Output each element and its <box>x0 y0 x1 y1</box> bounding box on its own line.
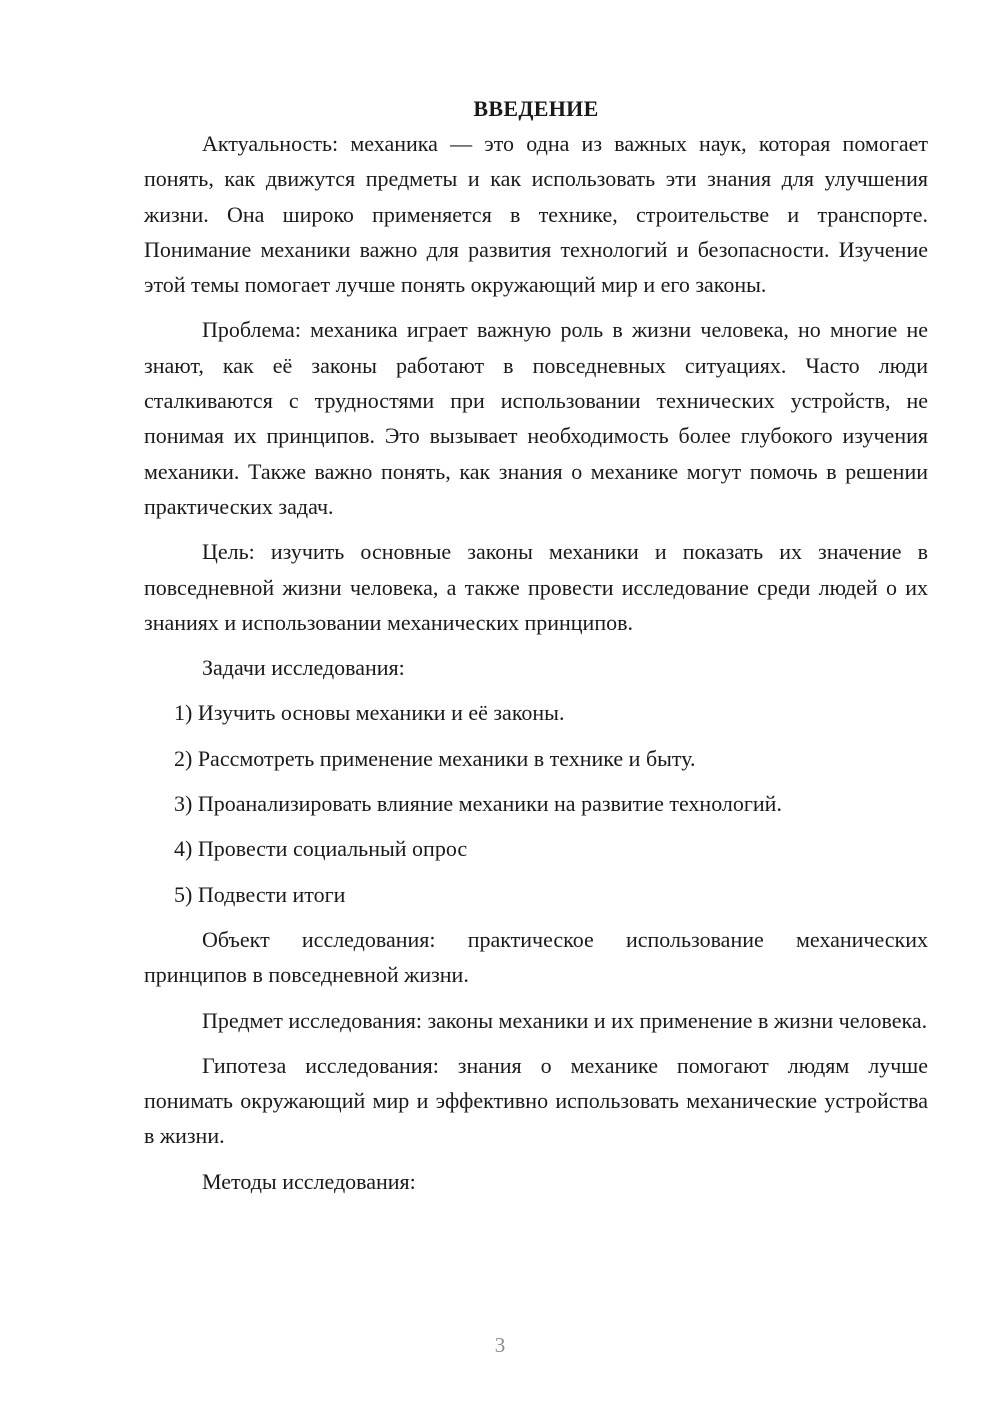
page-title: ВВЕДЕНИЕ <box>473 96 599 121</box>
document-page <box>144 92 928 1209</box>
goal-paragraph: Цель: изучить основные законы механики и показать их значение в повседневной жизни человека, а также провести исследование среди людей о их знаниях и использовании механических принципов. <box>144 539 928 635</box>
page-number: 3 <box>494 1333 506 1357</box>
hypothesis-paragraph: Гипотеза исследования: знания о механике помогают людям лучше понимать окружающий мир и эффективно использовать механические устройства в жизни. <box>144 1052 928 1149</box>
problem-paragraph: Проблема: механика играет важную роль в жизни человека, но многие не знают, как её законы работают в повседневных ситуациях. Часто люди сталкиваются с трудностями при использовании технических устройств, не понимая их принципов. Это вызывает необходимость более глубокого изучения механики. Также важно понять, как знания о механике могут помочь в решении практических задач. <box>144 317 928 519</box>
list-item: 5) Подвести итоги <box>174 881 346 907</box>
relevance-paragraph: Актуальность: механика — это одна из важных наук, которая помогает понять, как движутся предметы и как использовать эти знания для улучшения жизни. Она широко применяется в технике, строительстве и транспорте. Понимание механики важно для развития технологий и безопасности. Изучение этой темы помогает лучше понять окружающий мир и его законы. <box>144 131 928 298</box>
tasks-list <box>144 695 928 911</box>
methods-heading: Методы исследования: <box>202 1168 416 1194</box>
list-item: 2) Рассмотреть применение механики в технике и быту. <box>174 745 696 771</box>
list-item: 4) Провести социальный опрос <box>174 836 468 862</box>
subject-paragraph: Предмет исследования: законы механики и их применение в жизни человека. <box>202 1007 928 1033</box>
tasks-heading: Задачи исследования: <box>202 655 405 681</box>
list-item: 1) Изучить основы механики и её законы. <box>174 700 565 726</box>
list-item: 3) Проанализировать влияние механики на развитие технологий. <box>174 791 782 817</box>
object-paragraph: Объект исследования: практическое использование механических принципов в повседневной жизни. <box>144 926 928 988</box>
